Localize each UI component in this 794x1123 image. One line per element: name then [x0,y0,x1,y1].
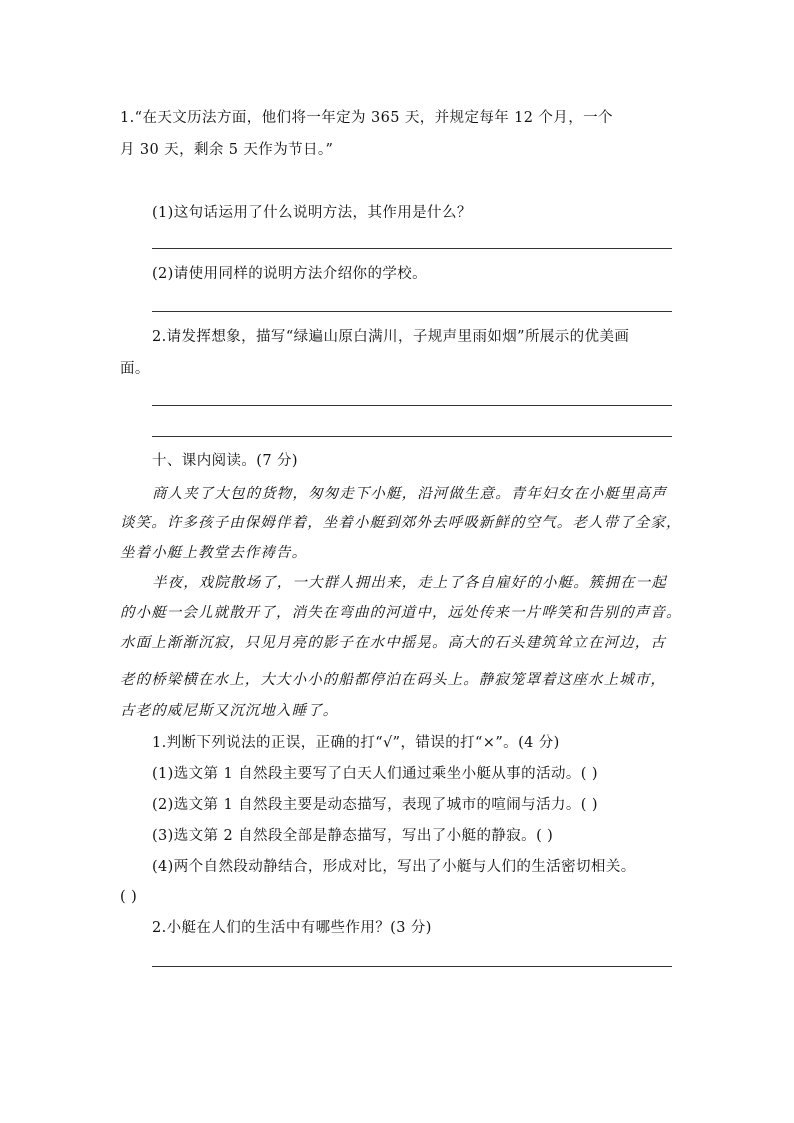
judge-item[interactable]: (2)选文第 1 自然段主要是动态描写，表现了城市的喧闹与活力。( ) [152,797,598,813]
judge-item[interactable]: (4)两个自然段动静结合，形成对比，写出了小艇与人们的生活密切相关。 [152,859,636,875]
judge-item-tail[interactable]: ( ) [120,889,138,905]
passage-line: 的小艇一会儿就散开了，消失在弯曲的河道中，远处传来一片哗笑和告别的声音。 [120,605,682,621]
passage-line: 坐着小艇上教堂去作祷告。 [120,545,308,561]
q1-sub2: (2)请使用同样的说明方法介绍你的学校。 [152,266,428,282]
q1-line1: 1.“在天文历法方面，他们将一年定为 365 天，并规定每年 12 个月，一个 [120,110,613,126]
q2-line2: 面。 [120,361,150,377]
q1-line2: 月 30 天，剩余 5 天作为节日。” [120,142,334,158]
judge-item[interactable]: (3)选文第 2 自然段全部是静态描写，写出了小艇的静寂。( ) [152,828,554,844]
section-heading: 十、课内阅读。(7 分) [152,453,298,469]
judge-item[interactable]: (1)选文第 1 自然段主要写了白天人们通过乘坐小艇从事的活动。( ) [152,766,598,782]
reading-q2: 2.小艇在人们的生活中有哪些作用？(3 分) [152,920,432,936]
passage-line: 古老的威尼斯又沉沉地入睡了。 [120,703,339,719]
judge-heading: 1.判断下列说法的正误，正确的打“√”，错误的打“×”。(4 分) [152,735,560,751]
passage-line: 水面上渐渐沉寂，只见月亮的影子在水中摇晃。高大的石头建筑耸立在河边，古 [120,635,666,651]
answer-line[interactable] [152,405,672,406]
q1-sub1: (1)这句话运用了什么说明方法，其作用是什么？ [152,205,472,221]
passage-line: 商人夹了大包的货物，匆匆走下小艇，沿河做生意。青年妇女在小艇里高声 [152,486,667,502]
passage-line: 谈笑。许多孩子由保姆伴着，坐着小艇到郊外去呼吸新鲜的空气。老人带了全家， [120,515,682,531]
answer-line[interactable] [152,248,672,249]
answer-line[interactable] [152,966,672,967]
passage-line: 老的桥梁横在水上，大大小小的船都停泊在码头上。静寂笼罩着这座水上城市， [120,672,666,688]
passage-line: 半夜，戏院散场了，一大群人拥出来，走上了各自雇好的小艇。簇拥在一起 [152,575,667,591]
answer-line[interactable] [152,311,672,312]
q2-line1: 2.请发挥想象，描写“绿遍山原白满川，子规声里雨如烟”所展示的优美画 [152,329,630,345]
answer-line[interactable] [152,436,672,437]
